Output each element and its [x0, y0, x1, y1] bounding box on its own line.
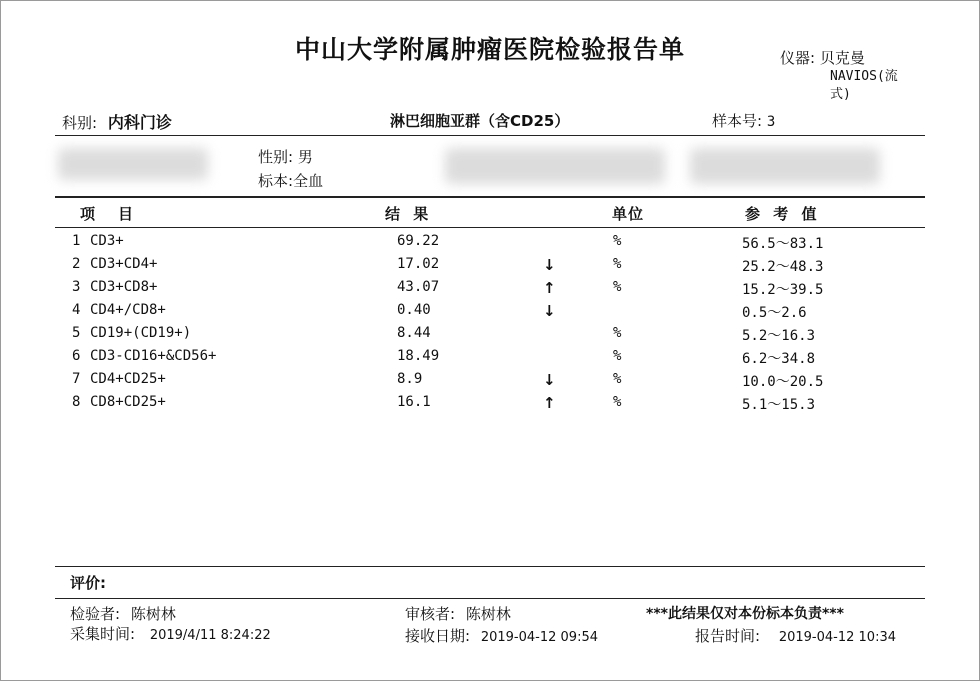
sample-field — [712, 110, 775, 131]
row-flag-arrow: ↓ — [543, 302, 556, 320]
row-flag-arrow: ↑ — [543, 394, 556, 412]
row-unit: % — [613, 325, 622, 341]
footer-rule — [55, 598, 925, 599]
row-result: 18.49 — [397, 348, 440, 364]
row-result: 17.02 — [397, 256, 440, 272]
table-header-rule — [55, 227, 925, 228]
redacted-patient-info — [445, 148, 665, 184]
row-number: 8 — [72, 394, 81, 410]
row-reference: 5.1～15.3 — [742, 397, 816, 413]
row-flag-arrow: ↑ — [543, 279, 556, 297]
instrument-name: 贝克曼 — [819, 49, 865, 67]
row-unit: % — [613, 233, 622, 249]
row-item-name: CD8+CD25+ — [90, 394, 166, 410]
receive-date-field — [405, 625, 598, 646]
comment-top-rule — [55, 566, 925, 567]
row-number: 5 — [72, 325, 81, 341]
specimen-field — [258, 170, 323, 191]
collect-label: 采集时间: — [70, 625, 136, 643]
report-label: 报告时间: — [695, 627, 761, 645]
sex-field — [258, 146, 313, 167]
row-reference: 15.2～39.5 — [742, 282, 824, 298]
table-top-rule — [55, 196, 925, 198]
column-header-item: 项 目 — [80, 205, 138, 223]
sample-value: 3 — [766, 114, 776, 130]
reviewer-name: 陈树林 — [465, 605, 511, 623]
row-reference: 25.2～48.3 — [742, 259, 824, 275]
row-unit: % — [613, 279, 622, 295]
row-item-name: CD19+(CD19+) — [90, 325, 192, 341]
row-result: 43.07 — [397, 279, 440, 295]
row-result: 8.44 — [397, 325, 431, 341]
redacted-patient-info — [690, 148, 880, 184]
row-reference: 0.5～2.6 — [742, 305, 807, 321]
sex-value: 男 — [297, 148, 313, 166]
row-number: 7 — [72, 371, 81, 387]
row-reference: 5.2～16.3 — [742, 328, 816, 344]
column-header-unit: 单位 — [612, 205, 645, 223]
row-number: 1 — [72, 233, 81, 249]
tester-name: 陈树林 — [130, 605, 176, 623]
row-number: 3 — [72, 279, 81, 295]
redacted-patient-info — [58, 148, 208, 180]
row-result: 16.1 — [397, 394, 431, 410]
report-time: 2019-04-12 10:34 — [778, 630, 896, 645]
row-item-name: CD3+CD4+ — [90, 256, 158, 272]
reviewer-field — [405, 603, 511, 624]
reviewer-label: 审核者: — [405, 605, 456, 623]
row-result: 69.22 — [397, 233, 440, 249]
row-number: 2 — [72, 256, 81, 272]
row-reference: 10.0～20.5 — [742, 374, 824, 390]
row-result: 0.40 — [397, 302, 431, 318]
row-item-name: CD4+CD25+ — [90, 371, 166, 387]
row-unit: % — [613, 256, 622, 272]
comment-label: 评价: — [70, 574, 106, 592]
row-item-name: CD4+/CD8+ — [90, 302, 166, 318]
row-result: 8.9 — [397, 371, 423, 387]
tester-field — [70, 603, 176, 624]
row-item-name: CD3+ — [90, 233, 124, 249]
row-unit: % — [613, 348, 622, 364]
dept-field — [62, 110, 172, 133]
report-time-field — [695, 625, 896, 646]
instrument-model-cont: 式) — [830, 87, 851, 102]
sex-label: 性别: — [258, 148, 294, 166]
row-reference: 56.5～83.1 — [742, 236, 824, 252]
dept-label: 科别: — [62, 114, 98, 132]
dept-value: 内科门诊 — [107, 113, 172, 132]
row-unit: % — [613, 371, 622, 387]
test-name: 淋巴细胞亚群（含CD25） — [390, 112, 570, 130]
row-number: 4 — [72, 302, 81, 318]
row-number: 6 — [72, 348, 81, 364]
instrument-label: 仪器: — [780, 49, 816, 67]
receive-time: 2019-04-12 09:54 — [480, 630, 598, 645]
row-item-name: CD3+CD8+ — [90, 279, 158, 295]
disclaimer: ***此结果仅对本份标本负责*** — [646, 606, 844, 622]
instrument-model: NAVIOS(流 — [830, 69, 898, 84]
row-unit: % — [613, 394, 622, 410]
column-header-result: 结 果 — [385, 205, 433, 223]
specimen-label: 标本: — [258, 172, 294, 190]
row-flag-arrow: ↓ — [543, 256, 556, 274]
sample-label: 样本号: — [712, 112, 763, 130]
row-item-name: CD3-CD16+&CD56+ — [90, 348, 217, 364]
collect-time: 2019/4/11 8:24:22 — [149, 628, 271, 643]
header-divider — [55, 135, 925, 136]
instrument-info — [780, 50, 898, 103]
receive-label: 接收日期: — [405, 627, 471, 645]
report-title: 中山大学附属肿瘤医院检验报告单 — [294, 35, 685, 64]
column-header-reference: 参 考 值 — [745, 205, 821, 223]
collect-time-field — [70, 623, 271, 644]
tester-label: 检验者: — [70, 605, 121, 623]
row-flag-arrow: ↓ — [543, 371, 556, 389]
row-reference: 6.2～34.8 — [742, 351, 816, 367]
specimen-value: 全血 — [293, 172, 324, 190]
